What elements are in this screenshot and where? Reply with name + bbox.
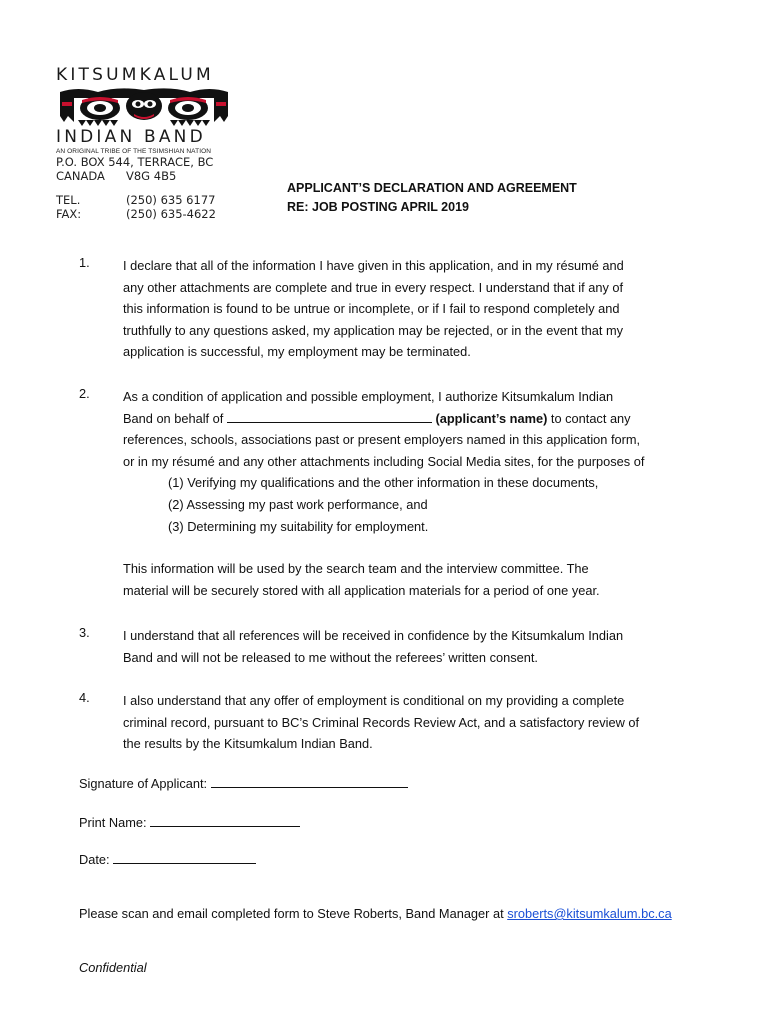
applicant-name-field[interactable]	[227, 409, 432, 423]
item-line: Band and will not be released to me without the referees’ written consent.	[123, 649, 538, 665]
tel-label: TEL.	[56, 193, 81, 207]
fax-value: (250) 635-4622	[126, 207, 216, 221]
signature-label: Signature of Applicant:	[79, 776, 208, 791]
address-postal: V8G 4B5	[126, 169, 177, 183]
address-line: P.O. BOX 544, TERRACE, BC	[56, 155, 214, 169]
signature-field[interactable]	[211, 774, 408, 788]
date-row	[79, 850, 256, 867]
document-heading	[287, 179, 577, 217]
item-line: As a condition of application and possible employment, I authorize Kitsumkalum Indian	[123, 389, 614, 404]
band-logo	[58, 86, 230, 126]
heading-subject: RE: JOB POSTING APRIL 2019	[287, 200, 469, 214]
item-line: references, schools, associations past or present employers named in this application form,	[123, 432, 641, 448]
heading-title: APPLICANT’S DECLARATION AND AGREEMENT	[287, 181, 577, 195]
date-label: Date:	[79, 852, 110, 867]
item-line: application is successful, my employment may be terminated.	[123, 344, 471, 360]
purpose-1: (1) Verifying my qualifications and the other information in these documents,	[168, 475, 599, 491]
item-line: any other attachments are complete and true in every respect. I understand that if any of	[123, 279, 624, 295]
address-country-row	[56, 169, 236, 183]
item-number: 1.	[79, 255, 90, 270]
item-line: criminal record, pursuant to BC’s Criminal Records Review Act, and a satisfactory review of	[123, 714, 640, 730]
email-note-text: Please scan and email completed form to Steve Roberts, Band Manager at	[79, 906, 508, 921]
email-link[interactable]: sroberts@kitsumkalum.bc.ca	[507, 906, 672, 921]
fax-row	[56, 207, 236, 221]
item-line-applicant	[123, 408, 703, 430]
item-line: I also understand that any offer of employment is conditional on my providing a complete	[123, 693, 625, 708]
item-text	[123, 625, 703, 668]
purpose-2: (2) Assessing my past work performance, and	[168, 496, 428, 512]
signature-row	[79, 774, 408, 791]
item-number: 3.	[79, 625, 90, 640]
item-line: truthfully to any questions asked, my application may be rejected, or in the event that my	[123, 322, 624, 338]
org-tagline: AN ORIGINAL TRIBE OF THE TSIMSHIAN NATION	[56, 148, 212, 155]
item-line-suffix: to contact any	[547, 410, 631, 426]
tel-row	[56, 193, 236, 207]
item-text	[123, 690, 703, 755]
purpose-3: (3) Determining my suitability for employment.	[168, 518, 429, 534]
letterhead	[56, 66, 236, 221]
print-name-row	[79, 813, 300, 830]
print-name-label: Print Name:	[79, 815, 147, 830]
tel-value: (250) 635 6177	[126, 193, 216, 207]
item-text	[123, 255, 703, 363]
item-text	[123, 386, 703, 601]
org-name-top: KITSUMKALUM	[56, 65, 214, 85]
item-line: or in my résumé and any other attachments including Social Media sites, for the purposes of	[123, 453, 645, 469]
item-number: 2.	[79, 386, 90, 401]
fax-label: FAX:	[56, 207, 82, 221]
item-number: 4.	[79, 690, 90, 705]
confidential-label: Confidential	[79, 960, 147, 975]
item-line: this information is found to be untrue or incomplete, or if I fail to respond completely and	[123, 301, 620, 317]
storage-note-line: material will be securely stored with all application materials for a period of one year.	[123, 582, 600, 598]
email-instructions	[79, 906, 672, 921]
item-line: the results by the Kitsumkalum Indian Band.	[123, 736, 373, 752]
applicant-name-label: (applicant’s name)	[435, 410, 548, 426]
date-field[interactable]	[113, 850, 256, 864]
storage-note-line: This information will be used by the search team and the interview committee. The	[123, 561, 589, 577]
address-country: CANADA	[56, 169, 105, 183]
item-line: I declare that all of the information I have given in this application, and in my résumé and	[123, 258, 624, 273]
band-logo-art	[58, 86, 230, 126]
item-line: I understand that all references will be received in confidence by the Kitsumkalum Indian	[123, 628, 624, 643]
org-name-bottom: INDIAN BAND	[56, 127, 206, 147]
print-name-field[interactable]	[150, 813, 300, 827]
item-line-prefix: Band on behalf of	[123, 410, 227, 426]
